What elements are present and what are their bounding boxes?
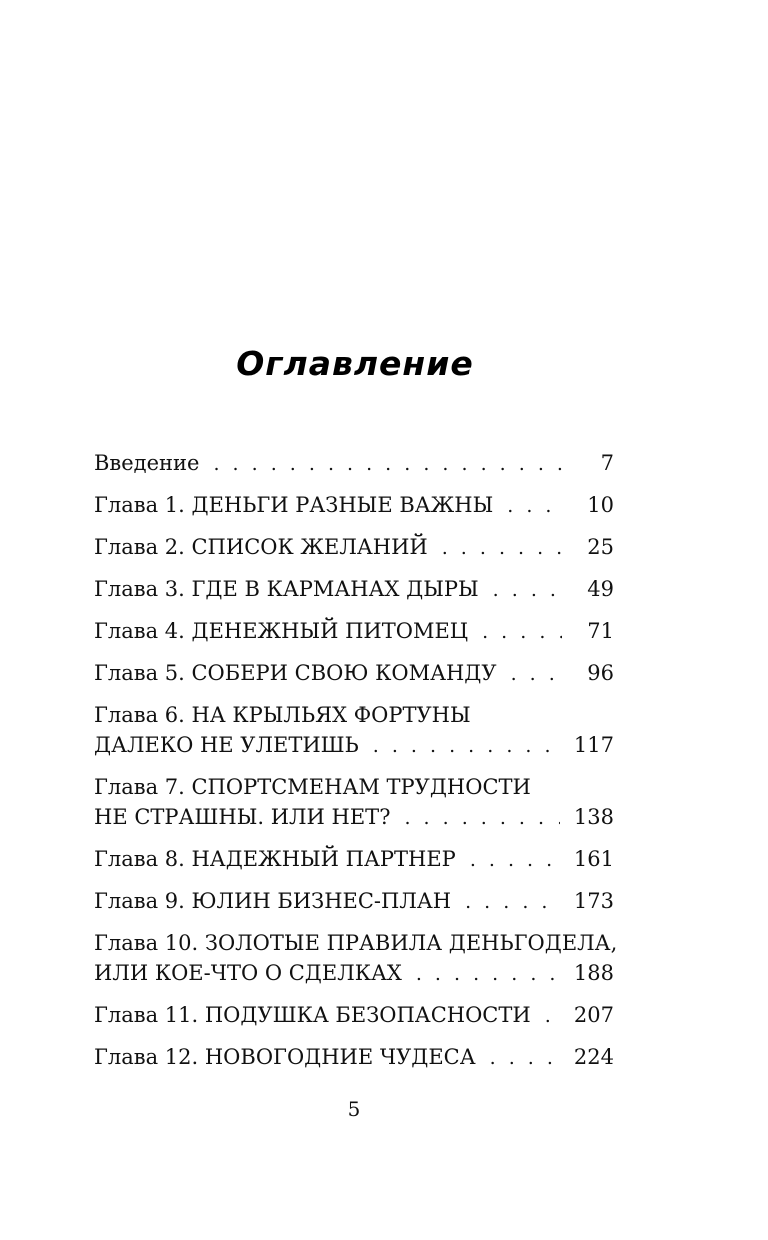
toc-entry-row <box>94 574 614 605</box>
toc-entry-title: Глава 1. ДЕНЬГИ РАЗНЫЕ ВАЖНЫ <box>94 493 494 517</box>
toc-entry-page: 25 <box>587 535 614 559</box>
dot-leader <box>465 887 560 917</box>
dot-leader <box>493 575 562 605</box>
toc-entry-row <box>94 658 614 689</box>
toc-entry-page: 138 <box>573 805 614 829</box>
toc-entry[interactable] <box>94 1000 614 1031</box>
toc-entry-title: Глава 9. ЮЛИН БИЗНЕС-ПЛАН <box>94 889 452 913</box>
toc-entry-row <box>94 886 614 917</box>
dot-leader <box>511 659 562 689</box>
toc-entry[interactable] <box>94 616 614 647</box>
toc-entry-title: Глава 8. НАДЕЖНЫЙ ПАРТНЕР <box>94 847 456 871</box>
toc-entry-title: ДАЛЕКО НЕ УЛЕТИШЬ <box>94 733 359 757</box>
toc-entry-row <box>94 1000 614 1031</box>
toc-entry-title: НЕ СТРАШНЫ. ИЛИ НЕТ? <box>94 805 391 829</box>
toc-entry-row <box>94 958 614 989</box>
toc-entry[interactable] <box>94 448 614 479</box>
toc-entry[interactable] <box>94 844 614 875</box>
toc-entry-title: Глава 5. СОБЕРИ СВОЮ КОМАНДУ <box>94 661 497 685</box>
toc-entry[interactable] <box>94 886 614 917</box>
toc-entry-page: 207 <box>573 1003 614 1027</box>
toc-entry-page: 7 <box>600 451 614 475</box>
toc-entry-page: 96 <box>587 661 614 685</box>
toc-entry[interactable] <box>94 1042 614 1073</box>
toc-entry-row <box>94 448 614 479</box>
toc-entry-title: ИЛИ КОЕ-ЧТО О СДЕЛКАХ <box>94 961 402 985</box>
dot-leader <box>490 1043 560 1073</box>
page-title: Оглавление <box>236 344 474 383</box>
toc-entry[interactable] <box>94 772 614 833</box>
toc-entry-title: Глава 3. ГДЕ В КАРМАНАХ ДЫРЫ <box>94 577 479 601</box>
toc-entry-title: Введение <box>94 451 200 475</box>
toc-entry-row <box>94 532 614 563</box>
dot-leader <box>507 491 562 521</box>
page-number: 5 <box>347 1097 361 1121</box>
toc-entry-page: 71 <box>587 619 614 643</box>
dot-leader <box>213 449 562 479</box>
toc-entry-page: 10 <box>587 493 614 517</box>
toc-entry[interactable] <box>94 574 614 605</box>
dot-leader <box>404 803 559 833</box>
dot-leader <box>545 1001 560 1031</box>
toc-entry-title: Глава 4. ДЕНЕЖНЫЙ ПИТОМЕЦ <box>94 619 469 643</box>
toc-entry[interactable] <box>94 928 618 989</box>
toc-entry-row <box>94 616 614 647</box>
toc-entry-page: 117 <box>573 733 614 757</box>
toc-entry[interactable] <box>94 490 614 521</box>
toc-entry-row <box>94 1042 614 1073</box>
toc-entry-row <box>94 844 614 875</box>
toc-entry-page: 224 <box>573 1045 614 1069</box>
toc-entry-title: Глава 2. СПИСОК ЖЕЛАНИЙ <box>94 535 428 559</box>
toc-entry-title: Глава 11. ПОДУШКА БЕЗОПАСНОСТИ <box>94 1003 531 1027</box>
toc-entry-title-line: Глава 10. ЗОЛОТЫЕ ПРАВИЛА ДЕНЬГОДЕЛА, <box>94 931 618 955</box>
toc-entry-page: 188 <box>573 961 614 985</box>
toc-entry[interactable] <box>94 532 614 563</box>
toc-entry-title: Глава 12. НОВОГОДНИЕ ЧУДЕСА <box>94 1045 476 1069</box>
dot-leader <box>470 845 560 875</box>
toc-entry-row <box>94 730 614 761</box>
toc-entry-page: 161 <box>573 847 614 871</box>
dot-leader <box>373 731 560 761</box>
toc-entry[interactable] <box>94 658 614 689</box>
toc-entry-title-line: Глава 7. СПОРТСМЕНАМ ТРУДНОСТИ <box>94 775 531 799</box>
toc-entry-page: 49 <box>587 577 614 601</box>
toc-entry[interactable] <box>94 700 614 761</box>
dot-leader <box>416 959 560 989</box>
dot-leader <box>442 533 562 563</box>
table-of-contents <box>94 448 618 1084</box>
toc-entry-row <box>94 490 614 521</box>
toc-entry-page: 173 <box>573 889 614 913</box>
toc-entry-row <box>94 802 614 833</box>
dot-leader <box>482 617 562 647</box>
toc-entry-title-line: Глава 6. НА КРЫЛЬЯХ ФОРТУНЫ <box>94 703 471 727</box>
